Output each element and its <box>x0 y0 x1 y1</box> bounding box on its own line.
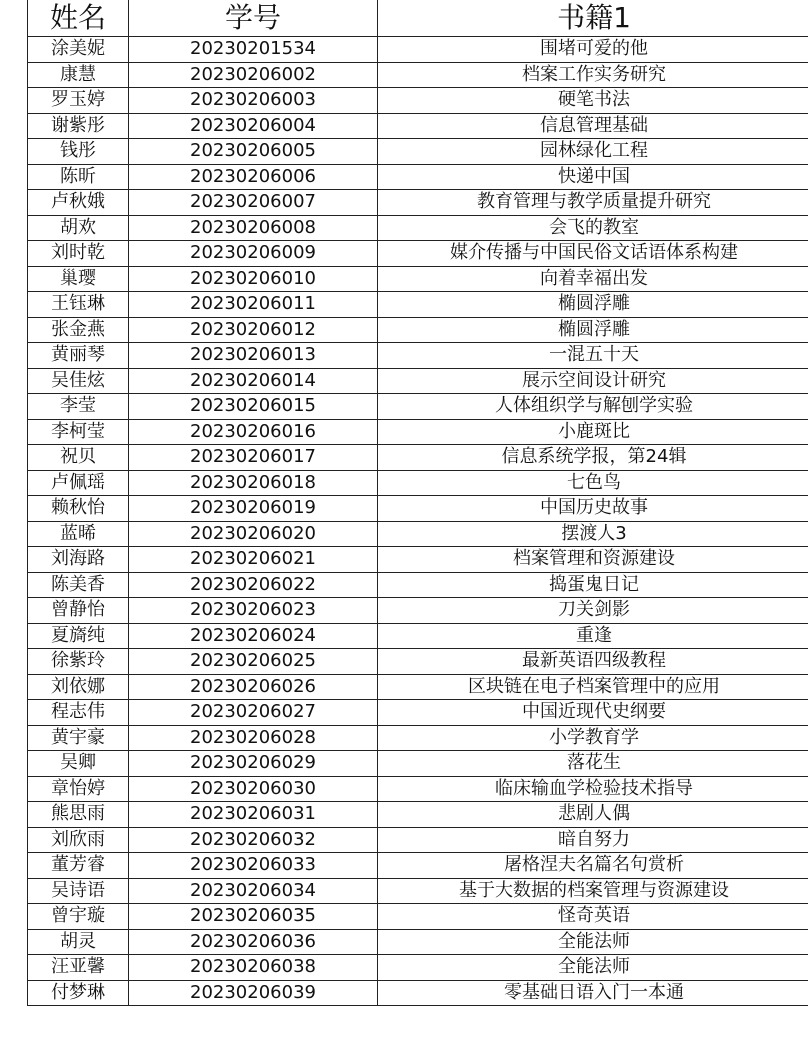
name-cell[interactable]: 刘海路 <box>28 547 129 573</box>
table-row <box>28 317 808 343</box>
student-id-cell[interactable]: 20230206031 <box>129 802 378 828</box>
table-body <box>28 37 808 1006</box>
name-cell[interactable]: 蓝晞 <box>28 521 129 547</box>
book-cell[interactable]: 媒介传播与中国民俗文话语体系构建 <box>378 241 808 267</box>
name-cell[interactable]: 刘时乾 <box>28 241 129 267</box>
name-cell[interactable]: 康慧 <box>28 62 129 88</box>
student-id-cell[interactable]: 20230206016 <box>129 419 378 445</box>
student-id-cell[interactable]: 20230201534 <box>129 37 378 63</box>
book-cell[interactable]: 快递中国 <box>378 164 808 190</box>
table-row <box>28 929 808 955</box>
name-cell[interactable]: 夏旖纯 <box>28 623 129 649</box>
table-row <box>28 776 808 802</box>
student-id-cell[interactable]: 20230206015 <box>129 394 378 420</box>
book-cell[interactable]: 区块链在电子档案管理中的应用 <box>378 674 808 700</box>
name-cell[interactable]: 吴卿 <box>28 751 129 777</box>
table-row <box>28 853 808 879</box>
student-id-cell[interactable]: 20230206011 <box>129 292 378 318</box>
name-cell[interactable]: 吴诗语 <box>28 878 129 904</box>
book-cell[interactable]: 捣蛋鬼日记 <box>378 572 808 598</box>
book-cell[interactable]: 暗自努力 <box>378 827 808 853</box>
book-cell[interactable]: 档案工作实务研究 <box>378 62 808 88</box>
book-cell[interactable]: 围堵可爱的他 <box>378 37 808 63</box>
name-cell[interactable]: 徐紫玲 <box>28 649 129 675</box>
table-row <box>28 878 808 904</box>
name-cell[interactable]: 刘欣雨 <box>28 827 129 853</box>
name-cell[interactable]: 卢秋娥 <box>28 190 129 216</box>
name-cell[interactable]: 罗玉婷 <box>28 88 129 114</box>
table-row <box>28 470 808 496</box>
table-row <box>28 623 808 649</box>
book-cell[interactable]: 临床输血学检验技术指导 <box>378 776 808 802</box>
table-row <box>28 190 808 216</box>
name-cell[interactable]: 赖秋怡 <box>28 496 129 522</box>
book-cell[interactable]: 小学教育学 <box>378 725 808 751</box>
table-row <box>28 419 808 445</box>
name-cell[interactable]: 董芳睿 <box>28 853 129 879</box>
name-cell[interactable]: 卢佩瑶 <box>28 470 129 496</box>
table-row <box>28 394 808 420</box>
name-cell[interactable]: 王钰琳 <box>28 292 129 318</box>
book-cell[interactable]: 小鹿斑比 <box>378 419 808 445</box>
table-row <box>28 751 808 777</box>
student-id-cell[interactable]: 20230206019 <box>129 496 378 522</box>
book-cell[interactable]: 全能法师 <box>378 929 808 955</box>
student-id-cell[interactable]: 20230206009 <box>129 241 378 267</box>
name-cell[interactable]: 陈昕 <box>28 164 129 190</box>
student-book-table <box>27 0 808 1006</box>
header-book[interactable]: 书籍1 <box>378 0 808 37</box>
table-row <box>28 980 808 1006</box>
book-cell[interactable]: 园林绿化工程 <box>378 139 808 165</box>
name-cell[interactable]: 李柯莹 <box>28 419 129 445</box>
student-id-cell[interactable]: 20230206038 <box>129 955 378 981</box>
name-cell[interactable]: 张金燕 <box>28 317 129 343</box>
name-cell[interactable]: 涂美妮 <box>28 37 129 63</box>
table-row <box>28 496 808 522</box>
name-cell[interactable]: 黄丽琴 <box>28 343 129 369</box>
table-row <box>28 649 808 675</box>
student-id-cell[interactable]: 20230206034 <box>129 878 378 904</box>
student-id-cell[interactable]: 20230206004 <box>129 113 378 139</box>
name-cell[interactable]: 章怡婷 <box>28 776 129 802</box>
student-id-cell[interactable]: 20230206036 <box>129 929 378 955</box>
table-row <box>28 725 808 751</box>
book-cell[interactable]: 怪奇英语 <box>378 904 808 930</box>
table-row <box>28 955 808 981</box>
student-id-cell[interactable]: 20230206025 <box>129 649 378 675</box>
book-cell[interactable]: 悲剧人偶 <box>378 802 808 828</box>
book-cell[interactable]: 零基础日语入门一本通 <box>378 980 808 1006</box>
book-cell[interactable]: 椭圆浮雕 <box>378 317 808 343</box>
student-id-cell[interactable]: 20230206006 <box>129 164 378 190</box>
book-cell[interactable]: 信息系统学报，第24辑 <box>378 445 808 471</box>
table-row <box>28 445 808 471</box>
table-row <box>28 37 808 63</box>
book-cell[interactable]: 硬笔书法 <box>378 88 808 114</box>
book-cell[interactable]: 档案管理和资源建设 <box>378 547 808 573</box>
student-id-cell[interactable]: 20230206035 <box>129 904 378 930</box>
student-id-cell[interactable]: 20230206020 <box>129 521 378 547</box>
book-cell[interactable]: 中国历史故事 <box>378 496 808 522</box>
student-id-cell[interactable]: 20230206007 <box>129 190 378 216</box>
header-student-id[interactable]: 学号 <box>129 0 378 37</box>
student-id-cell[interactable]: 20230206008 <box>129 215 378 241</box>
name-cell[interactable]: 胡欢 <box>28 215 129 241</box>
student-id-cell[interactable]: 20230206039 <box>129 980 378 1006</box>
name-cell[interactable]: 李莹 <box>28 394 129 420</box>
name-cell[interactable]: 胡灵 <box>28 929 129 955</box>
table-row <box>28 547 808 573</box>
book-cell[interactable]: 信息管理基础 <box>378 113 808 139</box>
header-row <box>28 0 808 37</box>
student-id-cell[interactable]: 20230206002 <box>129 62 378 88</box>
table-row <box>28 700 808 726</box>
book-cell[interactable]: 椭圆浮雕 <box>378 292 808 318</box>
book-cell[interactable]: 向着幸福出发 <box>378 266 808 292</box>
name-cell[interactable]: 熊思雨 <box>28 802 129 828</box>
book-cell[interactable]: 全能法师 <box>378 955 808 981</box>
table-row <box>28 368 808 394</box>
table-row <box>28 88 808 114</box>
name-cell[interactable]: 谢紫彤 <box>28 113 129 139</box>
table-row <box>28 343 808 369</box>
student-id-cell[interactable]: 20230206030 <box>129 776 378 802</box>
student-id-cell[interactable]: 20230206029 <box>129 751 378 777</box>
table-row <box>28 292 808 318</box>
table-row <box>28 521 808 547</box>
name-cell[interactable]: 付梦琳 <box>28 980 129 1006</box>
book-cell[interactable]: 摆渡人3 <box>378 521 808 547</box>
name-cell[interactable]: 曾宇璇 <box>28 904 129 930</box>
name-cell[interactable]: 黄宇豪 <box>28 725 129 751</box>
student-id-cell[interactable]: 20230206024 <box>129 623 378 649</box>
table-row <box>28 62 808 88</box>
table-row <box>28 139 808 165</box>
student-id-cell[interactable]: 20230206010 <box>129 266 378 292</box>
table-row <box>28 266 808 292</box>
book-cell[interactable]: 最新英语四级教程 <box>378 649 808 675</box>
student-id-cell[interactable]: 20230206018 <box>129 470 378 496</box>
student-id-cell[interactable]: 20230206032 <box>129 827 378 853</box>
student-id-cell[interactable]: 20230206021 <box>129 547 378 573</box>
book-cell[interactable]: 一混五十天 <box>378 343 808 369</box>
book-cell[interactable]: 会飞的教室 <box>378 215 808 241</box>
name-cell[interactable]: 曾静怡 <box>28 598 129 624</box>
student-id-cell[interactable]: 20230206026 <box>129 674 378 700</box>
table-row <box>28 572 808 598</box>
book-cell[interactable]: 刀关剑影 <box>378 598 808 624</box>
book-cell[interactable]: 重逢 <box>378 623 808 649</box>
book-cell[interactable]: 展示空间设计研究 <box>378 368 808 394</box>
student-id-cell[interactable]: 20230206028 <box>129 725 378 751</box>
book-cell[interactable]: 人体组织学与解刨学实验 <box>378 394 808 420</box>
name-cell[interactable]: 吴佳炫 <box>28 368 129 394</box>
student-id-cell[interactable]: 20230206012 <box>129 317 378 343</box>
book-cell[interactable]: 屠格涅夫名篇名句赏析 <box>378 853 808 879</box>
book-cell[interactable]: 七色鸟 <box>378 470 808 496</box>
table-row <box>28 904 808 930</box>
name-cell[interactable]: 程志伟 <box>28 700 129 726</box>
student-id-cell[interactable]: 20230206005 <box>129 139 378 165</box>
name-cell[interactable]: 巢璎 <box>28 266 129 292</box>
table-row <box>28 241 808 267</box>
name-cell[interactable]: 钱彤 <box>28 139 129 165</box>
table-row <box>28 827 808 853</box>
student-id-cell[interactable]: 20230206033 <box>129 853 378 879</box>
name-cell[interactable]: 刘依娜 <box>28 674 129 700</box>
book-cell[interactable]: 落花生 <box>378 751 808 777</box>
student-id-cell[interactable]: 20230206022 <box>129 572 378 598</box>
name-cell[interactable]: 陈美香 <box>28 572 129 598</box>
header-name[interactable]: 姓名 <box>28 0 129 37</box>
book-cell[interactable]: 中国近现代史纲要 <box>378 700 808 726</box>
name-cell[interactable]: 祝贝 <box>28 445 129 471</box>
table-row <box>28 674 808 700</box>
name-cell[interactable]: 汪亚馨 <box>28 955 129 981</box>
table-row <box>28 164 808 190</box>
table-row <box>28 598 808 624</box>
table-row <box>28 215 808 241</box>
student-id-cell[interactable]: 20230206023 <box>129 598 378 624</box>
table-row <box>28 802 808 828</box>
table-row <box>28 113 808 139</box>
student-id-cell[interactable]: 20230206013 <box>129 343 378 369</box>
student-id-cell[interactable]: 20230206017 <box>129 445 378 471</box>
student-id-cell[interactable]: 20230206014 <box>129 368 378 394</box>
book-cell[interactable]: 基于大数据的档案管理与资源建设 <box>378 878 808 904</box>
student-id-cell[interactable]: 20230206027 <box>129 700 378 726</box>
book-cell[interactable]: 教育管理与教学质量提升研究 <box>378 190 808 216</box>
student-id-cell[interactable]: 20230206003 <box>129 88 378 114</box>
